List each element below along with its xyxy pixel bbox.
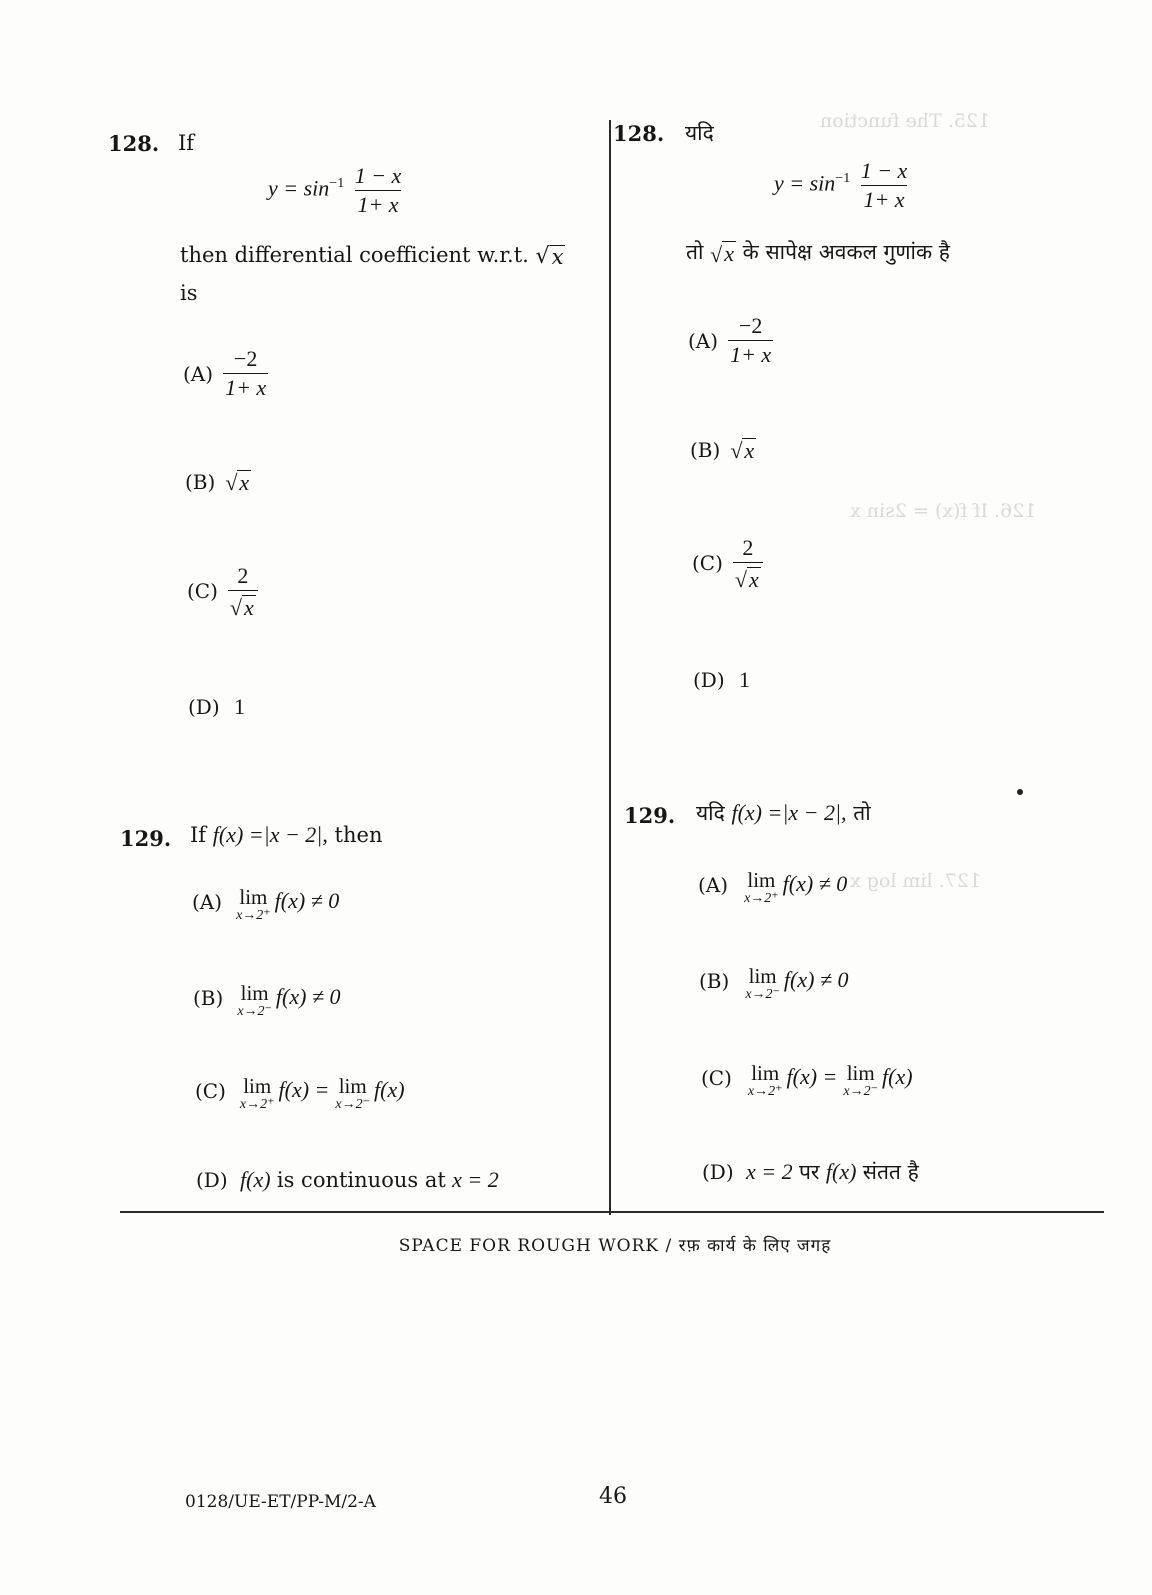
option-value: 1 (234, 694, 245, 719)
lim-word: lim (748, 964, 777, 988)
question-intro: यदि (685, 121, 714, 145)
option-denominator: 1+ x (730, 342, 772, 367)
option-expression: f(x) ≠ 0 (782, 871, 848, 896)
equation-lhs: y = sin (774, 170, 836, 196)
equation-denominator: 1+ x (357, 192, 399, 217)
option-a[interactable] (688, 313, 776, 368)
option-c[interactable] (195, 1075, 405, 1112)
option-d[interactable] (702, 1158, 919, 1186)
option-label: (B) (185, 470, 216, 495)
equation (774, 158, 912, 213)
bleed-through-text: 125. The function (820, 110, 991, 132)
option-numerator: −2 (233, 346, 258, 371)
rough-work-divider (120, 1211, 1104, 1213)
option-value: x = 2 (746, 1159, 793, 1184)
option-d[interactable] (693, 667, 750, 693)
option-b[interactable] (699, 965, 849, 1002)
lim-word: lim (747, 868, 776, 892)
lim-word: lim (240, 981, 269, 1005)
stem-text: के सापेक्ष अवकल गुणांक है (742, 240, 950, 264)
lim-subscript: x→2⁺ (236, 908, 271, 924)
option-expression: f(x) ≠ 0 (274, 888, 340, 913)
option-function: f(x) (825, 1159, 857, 1184)
equation-exponent: −1 (329, 176, 345, 192)
stem-function: f(x) =|x − 2|, (731, 800, 847, 825)
option-label: (A) (698, 873, 729, 897)
option-label: (B) (699, 969, 730, 993)
page-number: 46 (599, 1484, 627, 1509)
option-c[interactable]: (C) 2 √ x (187, 563, 261, 619)
stem-text: then (334, 823, 383, 847)
equation-denominator: 1+ x (863, 187, 905, 212)
option-a[interactable] (698, 869, 847, 906)
option-label: (D) (702, 1160, 734, 1184)
option-label: (B) (690, 438, 721, 463)
equation (268, 163, 406, 218)
stray-dot (1017, 789, 1023, 795)
lim-subscript: x→2⁺ (239, 1097, 275, 1113)
option-text: पर (798, 1160, 820, 1184)
option-a[interactable] (192, 886, 339, 923)
option-expression: f(x) ≠ 0 (783, 967, 849, 992)
option-label: (C) (692, 551, 723, 575)
rough-work-label: SPACE FOR ROUGH WORK / रफ़ कार्य के लिए जगह (398, 1236, 832, 1256)
lim-word: lim (751, 1061, 780, 1085)
option-value: 1 (739, 667, 750, 692)
question-stem: then differential coefficient w.r.t. √ x (180, 243, 564, 270)
lim-subscript: x→2⁻ (843, 1084, 879, 1100)
stem-text: यदि (696, 801, 725, 825)
option-expression: f(x) = (278, 1077, 330, 1102)
option-text: संतत है (862, 1160, 919, 1184)
question-stem (696, 799, 871, 827)
option-expression: f(x) (374, 1077, 405, 1102)
option-b[interactable] (193, 982, 341, 1019)
stem-text: तो (853, 801, 871, 825)
stem-text: then differential coefficient w.r.t. (180, 243, 529, 267)
stem-function: f(x) =|x − 2|, (212, 822, 328, 847)
lim-subscript: x→2⁻ (237, 1004, 272, 1020)
option-a[interactable] (183, 346, 271, 401)
option-numerator: −2 (738, 313, 763, 338)
option-label: (D) (693, 668, 725, 692)
lim-subscript: x→2⁻ (335, 1097, 371, 1113)
option-d[interactable] (188, 694, 245, 720)
stem-radicand: x (551, 244, 564, 269)
lim-word: lim (846, 1061, 875, 1085)
option-numerator: 2 (742, 535, 754, 560)
option-label: (A) (183, 361, 214, 386)
question-intro: If (178, 131, 195, 155)
option-radicand: x (749, 566, 759, 592)
option-label: (D) (188, 695, 220, 719)
stem-text: तो (686, 240, 704, 264)
option-denominator: 1+ x (225, 375, 267, 400)
lim-word: lim (243, 1074, 272, 1098)
option-label: (C) (195, 1079, 226, 1103)
option-c[interactable]: (C) 2 √ x (692, 535, 766, 591)
option-label: (A) (192, 890, 223, 914)
option-label: (A) (688, 328, 719, 353)
lim-subscript: x→2⁺ (747, 1084, 783, 1100)
stem-text-continued: is (180, 281, 198, 305)
option-radicand: x (244, 594, 254, 620)
option-radicand: x (239, 470, 250, 495)
option-expression: f(x) ≠ 0 (275, 984, 341, 1009)
option-label: (C) (187, 579, 218, 603)
option-b[interactable]: (B) √ x (185, 470, 250, 496)
lim-word: lim (338, 1074, 367, 1098)
equation-exponent: −1 (835, 171, 851, 187)
question-number: 128. (613, 121, 665, 146)
stem-radicand: x (724, 241, 734, 267)
option-b[interactable]: (B) √ x (690, 438, 755, 464)
equation-numerator: 1 − x (354, 163, 402, 188)
option-label: (B) (193, 986, 224, 1010)
lim-subscript: x→2⁻ (745, 987, 780, 1003)
option-text: is continuous at (276, 1168, 446, 1192)
question-number: 129. (120, 826, 172, 851)
option-label: (C) (701, 1066, 732, 1090)
equation-numerator: 1 − x (860, 158, 908, 183)
column-divider (609, 120, 611, 1215)
bleed-through-text: 127. lim log x (850, 870, 981, 892)
option-value: x = 2 (452, 1167, 499, 1192)
bleed-through-text: 126. If f(x) = 2sin x (850, 500, 1037, 522)
question-stem: तो √ x के सापेक्ष अवकल गुणांक है (686, 240, 950, 267)
equation-lhs: y = sin (268, 175, 330, 201)
option-d[interactable] (196, 1167, 499, 1193)
option-radicand: x (744, 438, 755, 463)
paper-code: 0128/UE-ET/PP-M/2-A (185, 1492, 376, 1512)
option-numerator: 2 (237, 563, 249, 588)
question-number: 128. (108, 131, 160, 156)
option-label: (D) (196, 1168, 228, 1192)
lim-subscript: x→2⁺ (744, 891, 779, 907)
lim-word: lim (239, 885, 268, 909)
option-expression: f(x) = (786, 1064, 838, 1089)
stem-text: If (190, 823, 207, 847)
option-function: f(x) (240, 1167, 271, 1192)
option-expression: f(x) (882, 1064, 913, 1089)
option-c[interactable] (701, 1062, 913, 1099)
question-stem (190, 822, 382, 848)
question-number: 129. (624, 803, 676, 828)
